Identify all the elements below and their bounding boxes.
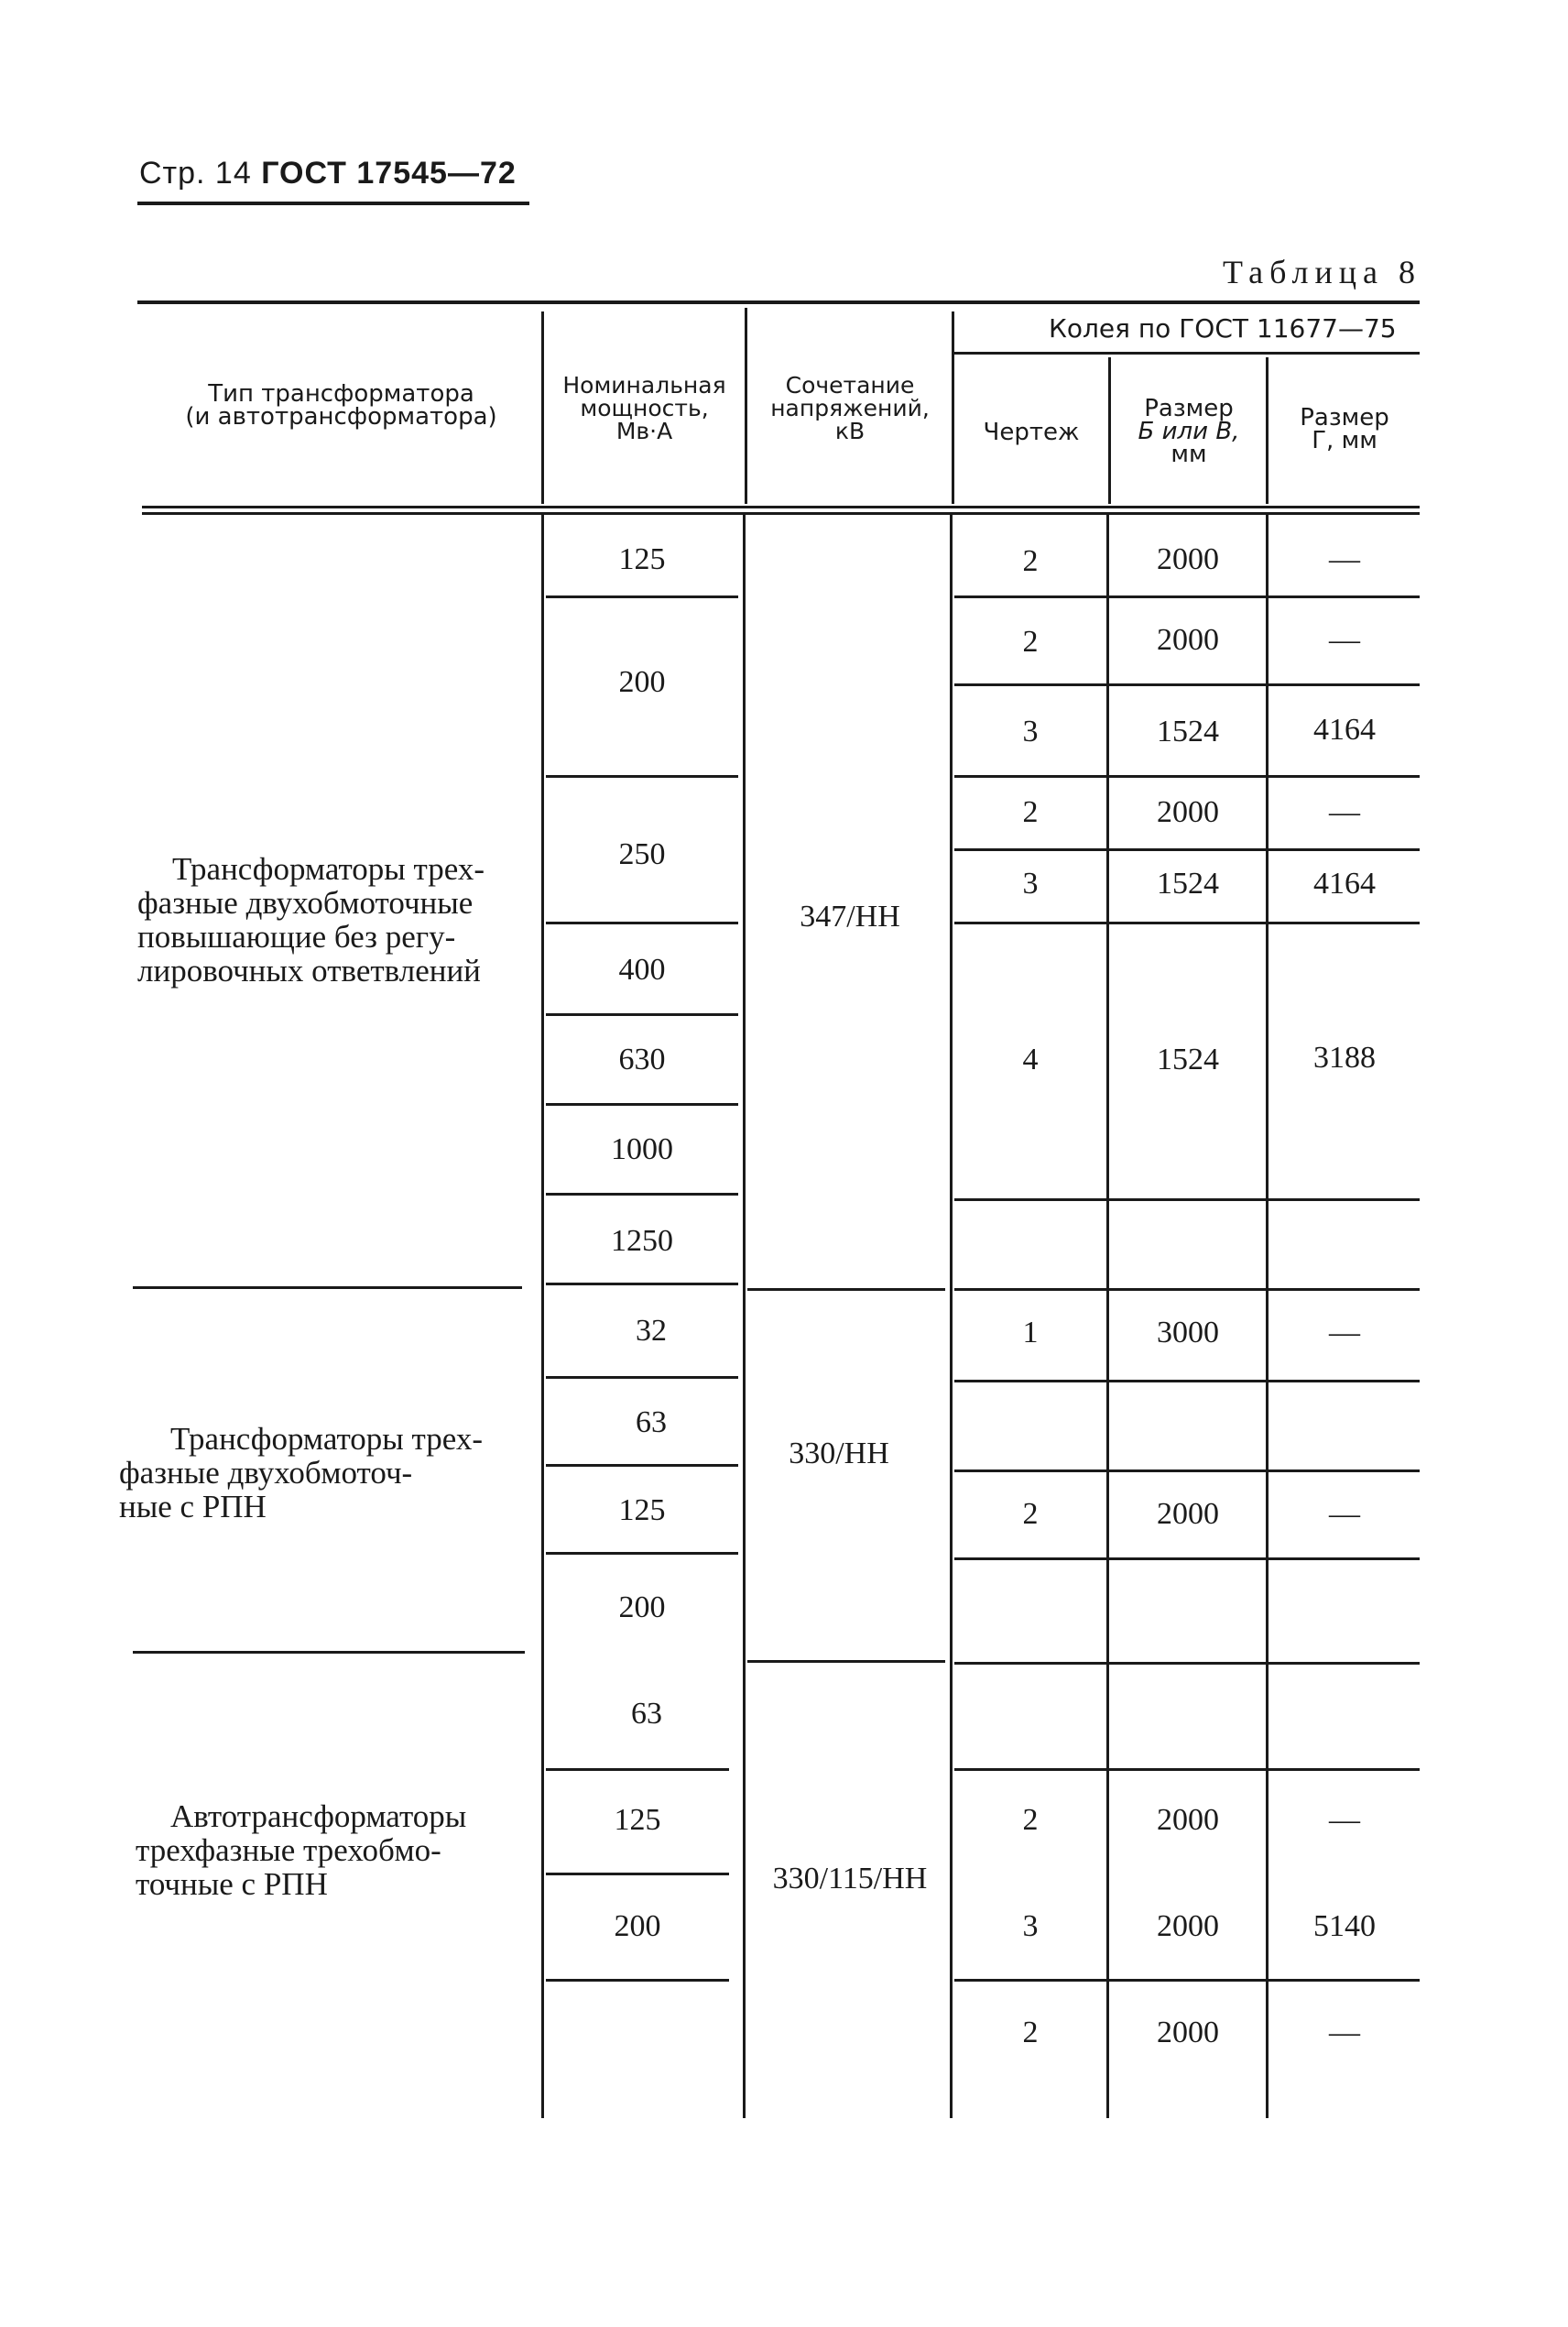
- type-line: Автотрансформаторы: [170, 1798, 467, 1834]
- type-cell: [137, 852, 515, 988]
- vline-header-4: [1108, 357, 1111, 504]
- type-separator-2: [133, 1651, 525, 1654]
- power-rule: [546, 1103, 738, 1106]
- gauge-rule: [954, 1198, 1420, 1201]
- col-header-power: [546, 374, 743, 442]
- drawing-cell: 3: [1022, 1909, 1039, 1943]
- col-header-size-g-line: Размер: [1300, 404, 1389, 432]
- voltage-cell: 330/115/НН: [772, 1862, 928, 1895]
- size-g-cell: —: [1329, 623, 1360, 657]
- drawing-cell: 3: [1022, 867, 1039, 901]
- gauge-rule: [954, 1469, 1420, 1472]
- vline-body-5: [1266, 515, 1269, 2118]
- size-b-cell: 3000: [1157, 1316, 1219, 1349]
- size-b-cell: 2000: [1157, 795, 1219, 829]
- col-header-size-b-line: Размер: [1144, 395, 1234, 422]
- size-b-cell: 2000: [1157, 1497, 1219, 1531]
- table-top-rule: [137, 300, 1420, 304]
- power-cell: 200: [618, 665, 666, 699]
- type-line: точные с РПН: [136, 1866, 328, 1902]
- vline-header-1: [541, 311, 544, 504]
- header-rule-2: [142, 512, 1420, 515]
- drawing-cell: 1: [1022, 1316, 1039, 1349]
- gauge-rule: [954, 683, 1420, 686]
- power-cell: 250: [618, 837, 666, 871]
- drawing-cell: 2: [1022, 1497, 1039, 1531]
- table-caption: Таблица 8: [1223, 254, 1421, 290]
- size-g-cell: 5140: [1313, 1909, 1376, 1943]
- size-g-cell: —: [1329, 542, 1360, 576]
- size-b-cell: 2000: [1157, 1909, 1219, 1943]
- power-rule: [546, 1768, 729, 1771]
- type-line: повышающие без регу-: [137, 919, 456, 955]
- power-cell: 125: [618, 542, 666, 576]
- size-g-cell: 3188: [1313, 1041, 1376, 1075]
- power-cell: 63: [631, 1697, 662, 1731]
- power-cell: 630: [618, 1043, 666, 1076]
- drawing-cell: 2: [1022, 795, 1039, 829]
- vline-body-1: [541, 515, 544, 2118]
- size-g-cell: 4164: [1313, 713, 1376, 747]
- col-header-power-line: Номинальная: [562, 372, 726, 399]
- header-rule: [137, 202, 529, 205]
- power-rule: [546, 1464, 738, 1467]
- col-header-size-b-line: Б или В,: [1138, 418, 1240, 445]
- power-cell: 125: [614, 1803, 661, 1837]
- gauge-rule: [954, 1768, 1420, 1771]
- type-line: Трансформаторы трех-: [172, 851, 485, 887]
- vline-header-5: [1266, 357, 1269, 504]
- vline-header-2: [745, 308, 747, 504]
- size-g-cell: —: [1329, 1316, 1360, 1349]
- gauge-rule: [954, 1662, 1420, 1665]
- power-rule: [546, 1283, 738, 1285]
- gauge-rule: [954, 922, 1420, 924]
- drawing-cell: 2: [1022, 625, 1039, 659]
- size-g-cell: —: [1329, 2016, 1360, 2049]
- size-g-cell: —: [1329, 1803, 1360, 1837]
- col-header-power-line: Мв·А: [615, 418, 673, 444]
- col-header-voltage-line: Сочетание: [785, 372, 915, 399]
- gauge-rule: [954, 1979, 1420, 1982]
- type-line: Трансформаторы трех-: [170, 1421, 484, 1457]
- size-b-cell: 2000: [1157, 2016, 1219, 2049]
- size-b-cell: 1524: [1157, 715, 1219, 748]
- col-header-voltage-line: напряжений,: [770, 395, 930, 421]
- power-rule: [546, 775, 738, 778]
- size-g-cell: —: [1329, 1497, 1360, 1531]
- col-header-size-b: [1112, 395, 1266, 468]
- voltage-rule: [747, 1288, 945, 1291]
- type-separator-1: [133, 1286, 522, 1289]
- power-rule: [546, 1376, 738, 1379]
- drawing-cell: 3: [1022, 715, 1039, 748]
- voltage-cell: 347/НН: [800, 900, 900, 934]
- power-rule: [546, 1873, 729, 1875]
- voltage-cell: 330/НН: [789, 1437, 889, 1470]
- col-header-type-line: Тип трансформатора: [208, 380, 474, 408]
- col-header-type: [147, 380, 536, 431]
- power-cell: 63: [636, 1405, 667, 1439]
- col-header-voltage-line: кВ: [834, 418, 866, 444]
- power-cell: 32: [636, 1314, 667, 1348]
- col-header-size-g-line: Г, мм: [1312, 427, 1377, 454]
- size-b-cell: 1524: [1157, 1043, 1219, 1076]
- power-rule: [546, 1979, 729, 1982]
- type-line: фазные двухобмоточ-: [119, 1455, 413, 1491]
- gauge-rule: [954, 595, 1420, 598]
- power-rule: [546, 1552, 738, 1555]
- col-header-drawing: Чертеж: [983, 419, 1080, 446]
- power-cell: 1000: [611, 1132, 673, 1166]
- drawing-cell: 2: [1022, 544, 1039, 578]
- size-b-cell: 2000: [1157, 623, 1219, 657]
- gauge-rule: [954, 848, 1420, 851]
- vline-body-4: [1106, 515, 1109, 2118]
- power-cell: 1250: [611, 1224, 673, 1258]
- type-line: фазные двухобмоточные: [137, 885, 474, 921]
- power-rule: [546, 595, 738, 598]
- type-line: ные с РПН: [119, 1489, 267, 1524]
- power-rule: [546, 922, 738, 924]
- col-header-size-g: [1271, 404, 1418, 454]
- col-header-size-b-line: мм: [1171, 441, 1207, 468]
- standard-number: ГОСТ 17545—72: [261, 156, 517, 191]
- gauge-rule: [954, 1380, 1420, 1382]
- size-b-cell: 1524: [1157, 867, 1219, 901]
- size-b-cell: 2000: [1157, 542, 1219, 576]
- col-header-gauge-group: Колея по ГОСТ 11677—75: [1049, 313, 1397, 344]
- size-b-cell: 2000: [1157, 1803, 1219, 1837]
- drawing-cell: 2: [1022, 1803, 1039, 1837]
- power-cell: 400: [618, 953, 666, 987]
- voltage-rule: [747, 1660, 945, 1663]
- page-header: [139, 156, 517, 191]
- size-g-cell: —: [1329, 795, 1360, 829]
- header-rule-1: [142, 506, 1420, 508]
- gauge-rule: [954, 775, 1420, 778]
- vline-header-3: [952, 311, 954, 504]
- col-header-type-line: (и автотрансформатора): [185, 403, 497, 431]
- type-cell: [136, 1799, 506, 1901]
- power-cell: 200: [618, 1590, 666, 1624]
- type-cell: [119, 1422, 515, 1524]
- type-line: лировочных ответвлений: [137, 953, 481, 989]
- drawing-cell: 2: [1022, 2016, 1039, 2049]
- power-rule: [546, 1193, 738, 1196]
- type-line: трехфазные трехобмо-: [136, 1832, 441, 1868]
- size-g-cell: 4164: [1313, 867, 1376, 901]
- power-cell: 200: [614, 1909, 661, 1943]
- page-label: Стр. 14: [139, 156, 252, 191]
- col-header-voltage: [749, 374, 951, 442]
- drawing-cell: 4: [1022, 1043, 1039, 1076]
- gauge-rule: [954, 1557, 1420, 1560]
- power-cell: 125: [618, 1493, 666, 1527]
- gauge-group-rule: [953, 352, 1420, 355]
- col-header-power-line: мощность,: [580, 395, 709, 421]
- power-rule: [546, 1013, 738, 1016]
- gauge-rule: [954, 1288, 1420, 1291]
